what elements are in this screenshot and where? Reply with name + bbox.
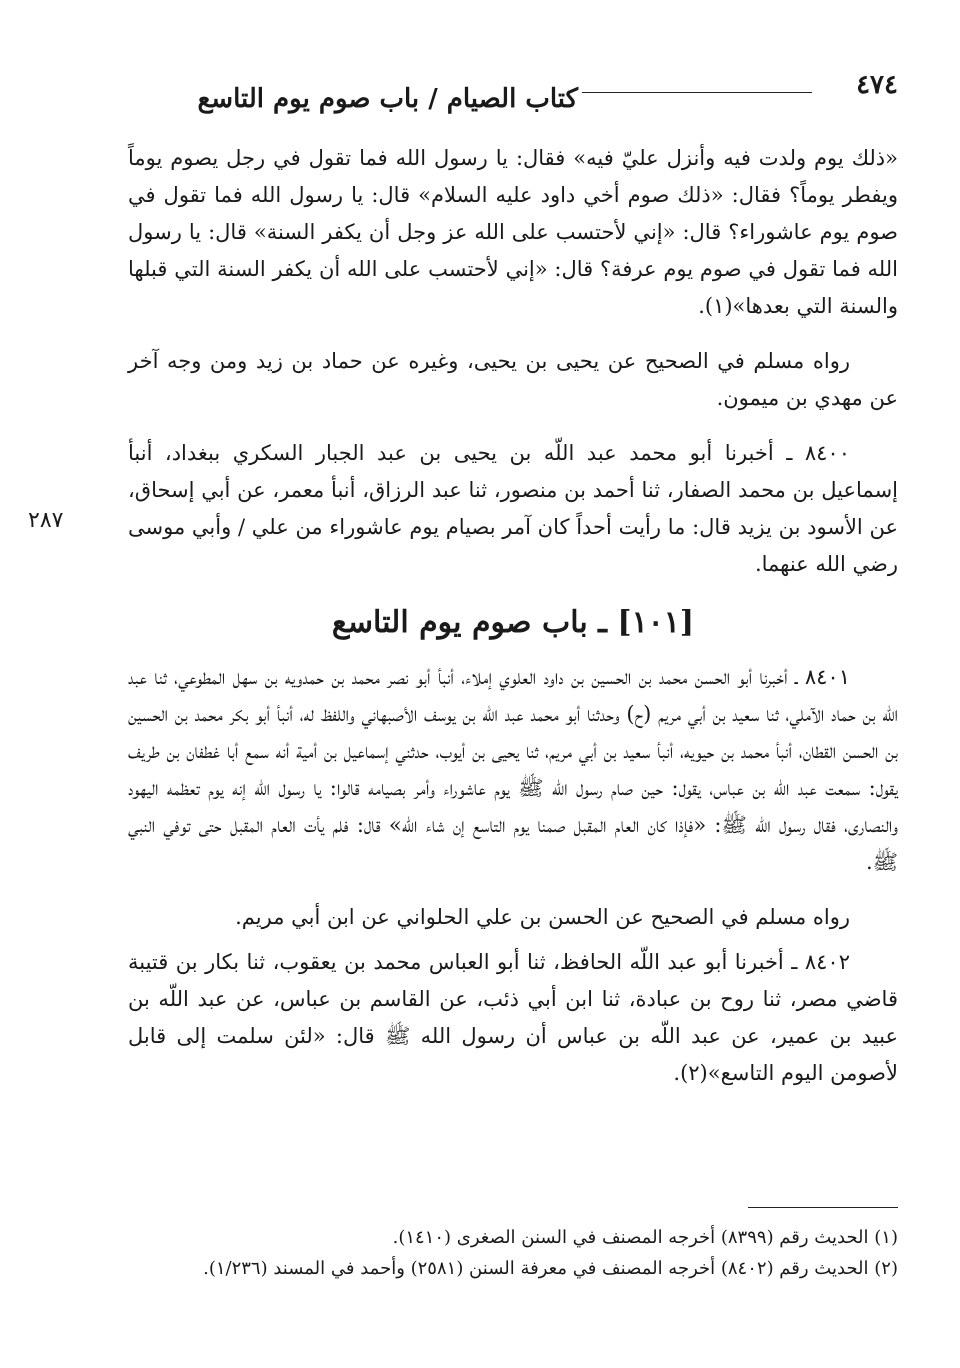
- paragraph-hadith-8401: ٨٤٠١ ـ أخبرنا أبو الحسن محمد بن الحسين بن داود العلوي إملاء، أنبأ أبو نصر محمد بن حمدويه بن سهل المطوعي، ثنا عبد اللّه بن حماد الآملي، ثنا سعيد بن أبي مريم (ح) وحدثنا أبو محمد عبد اللّه بن يوسف الأصبهاني واللفظ له، أنبأ أبو بكر محمد بن الحسين بن الحسن القطان، أنبأ محمد بن حيويه، أنبأ سعيد بن أبي مريم، ثنا يحيى بن أيوب، حدثني إسماعيل بن أمية أنه سمع أبا غطفان بن طريف يقول: سمعت عبد اللّه بن عباس، يقول: حين صام رسول الله ﷺ يوم عاشوراء وأمر بصيامه قالوا: يا رسول الله إنه يوم تعظمه اليهود والنصارى، فقال رسول الله ﷺ: «فإذا كان العام المقبل صمنا يوم التاسع إن شاء الله» قال: فلم يأت العام المقبل حتى توفي النبي ﷺ.: [128, 665, 898, 874]
- footnote-2: (٢) الحديث رقم (٨٤٠٢) أخرجه المصنف في معرفة السنن (٢٥٨١) وأحمد في المسند (١/٢٣٦).: [203, 1258, 898, 1279]
- margin-page-reference: ٢٨٧: [28, 508, 64, 533]
- running-header: [128, 64, 898, 128]
- paragraph-hadith-8402: ٨٤٠٢ ـ أخبرنا أبو عبد اللّه الحافظ، ثنا أبو العباس محمد بن يعقوب، ثنا بكار بن قتيبة قاضي مصر، ثنا روح بن عبادة، ثنا ابن أبي ذئب، عن القاسم بن عباس، عن عبد اللّه بن عبيد بن عمير، عن عبد اللّه بن عباس أن رسول الله ﷺ قال: «لئن سلمت إلى قابل لأصومن اليوم التاسع»(٢).: [128, 950, 898, 1085]
- footnote-rule: [748, 1207, 898, 1208]
- paragraph-hadith-8400: ٨٤٠٠ ـ أخبرنا أبو محمد عبد اللّه بن يحيى بن عبد الجبار السكري ببغداد، أنبأ إسماعيل بن محمد الصفار، ثنا أحمد بن منصور، ثنا عبد الرزاق، أنبأ معمر، عن أبي إسحاق، عن الأسود بن يزيد قال: ما رأيت أحداً كان آمر بصيام يوم عاشوراء من علي / وأبي موسى رضي الله عنهما.: [128, 441, 898, 576]
- footnotes: [128, 1222, 898, 1284]
- paragraph-riwaya-2: رواه مسلم في الصحيح عن الحسن بن علي الحلواني عن ابن أبي مريم.: [235, 905, 850, 929]
- section-heading: [١٠١] ـ باب صوم يوم التاسع: [331, 605, 695, 640]
- page-body: [128, 140, 898, 1092]
- paragraph-hadith-continuation: «ذلك يوم ولدت فيه وأنزل عليّ فيه» فقال: يا رسول الله فما تقول في رجل يصوم يوماً ويفطر يوماً؟ فقال: «ذلك صوم أخي داود عليه السلام» قال: يا رسول الله فما تقول في صوم يوم عاشوراء؟ قال: «إني لأحتسب على الله عز وجل أن يكفر السنة» قال: يا رسول الله فما تقول في صوم يوم عرفة؟ قال: «إني لأحتسب على الله أن يكفر السنة التي قبلها والسنة التي بعدها»(١).: [128, 146, 898, 318]
- footnote-1: (١) الحديث رقم (٨٣٩٩) أخرجه المصنف في السنن الصغرى (١٤١٠).: [392, 1227, 898, 1248]
- header-title: كتاب الصيام / باب صوم يوم التاسع: [197, 84, 578, 114]
- header-rule: [582, 92, 812, 93]
- paragraph-riwaya-1: رواه مسلم في الصحيح عن يحيى بن يحيى، وغيره عن حماد بن زيد ومن وجه آخر عن مهدي بن ميمون.: [128, 349, 898, 410]
- page-number: ٤٧٤: [856, 70, 898, 100]
